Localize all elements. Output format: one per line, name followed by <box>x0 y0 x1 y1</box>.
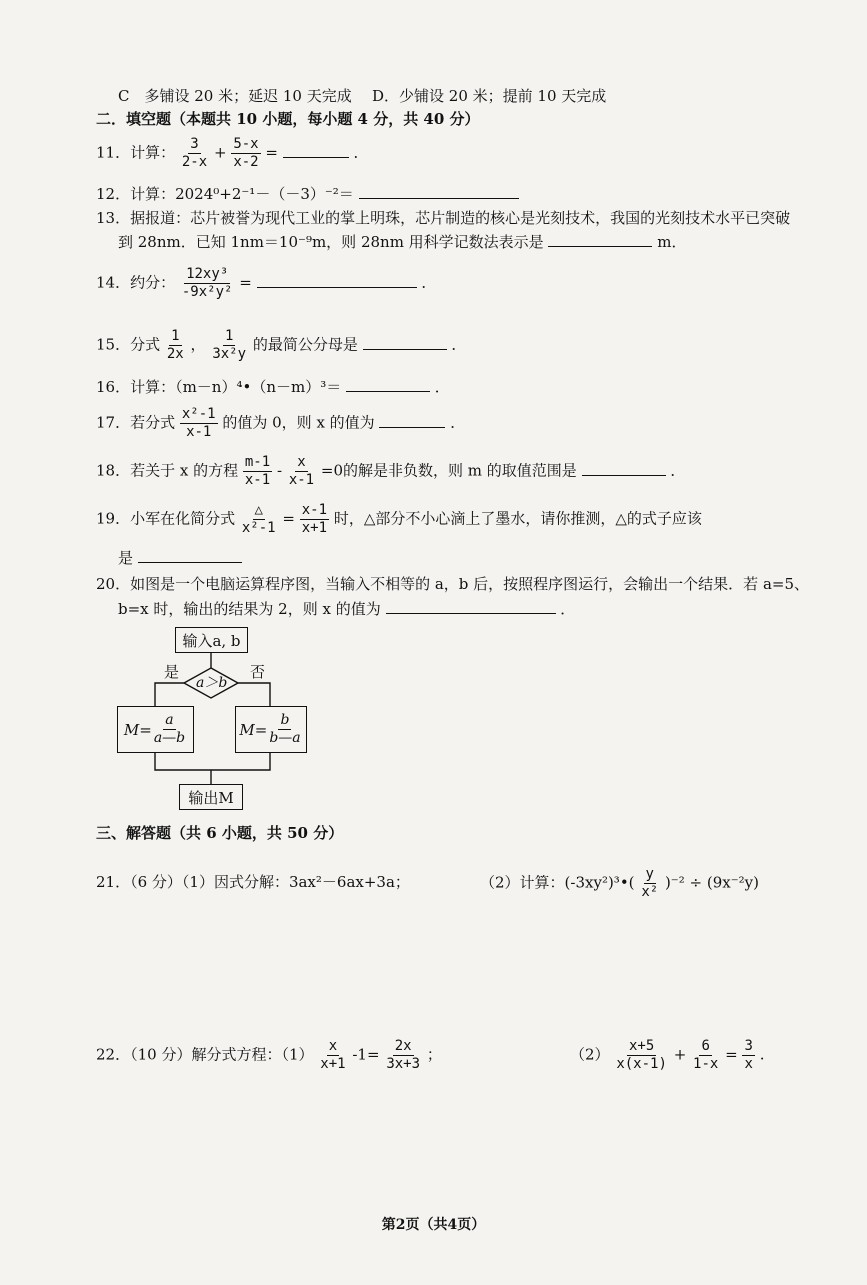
question-20: b=x 时，输出的结果为 2，则 x 的值为 ． <box>118 600 576 618</box>
question-12: 12．计算：2024⁰+2⁻¹－（－3）⁻²＝ <box>96 184 519 204</box>
flow-input-box: 输入a, b <box>175 627 248 653</box>
question-13: 到 28nm．已知 1nm＝10⁻⁹m，则 28nm 用科学记数法表示是 m． <box>118 233 687 251</box>
q21-part1: 21．（6 分）（1）因式分解：3ax²－6ax+3a； <box>96 873 410 891</box>
section3-title: 三、解答题（共 6 小题，共 50 分） <box>96 824 344 842</box>
q21-fraction: $\frac{y}{\text{x²}}$ <box>641 866 659 900</box>
flow-right-box: M= $\frac{b}{b—a}$ <box>235 706 307 753</box>
section2-title: 二．填空题（本题共 10 小题，每小题 4 分，共 40 分） <box>96 110 480 128</box>
q11-label: 11．计算： <box>96 143 176 162</box>
q19-fraction-1: △ x²-1 <box>241 502 276 536</box>
flow-condition: a＞b <box>196 675 228 691</box>
q22-p2-fraction-2: $\frac{6}{1-x}$ <box>693 1038 719 1072</box>
q11-fraction-1: $\frac{3}{2-x}$ <box>181 136 208 170</box>
q15-fraction-1: $\frac{1}{2x}$ <box>166 328 184 362</box>
question-14: 14．约分： $\frac{\text{12xy³}}{\text{-9x²y²}}$ = ． <box>96 266 437 300</box>
question-15: 15．分式 $\frac{1}{2x}$ ， $\frac{1}{\text{3x²y}}$ 的最简公分母是 ． <box>96 328 467 362</box>
q17-fraction: $\frac{\text{x²-1}}{x-1}$ <box>181 406 216 440</box>
question-16: 16．计算：（m－n）⁴•（n－m）³＝ ． <box>96 378 450 396</box>
q22-p2-fraction-1: $\frac{x+5}{x(x-1)}$ <box>616 1038 667 1072</box>
q22-p2-fraction-3: $\frac{3}{x}$ <box>744 1038 753 1072</box>
q14-fraction: $\frac{\text{12xy³}}{\text{-9x²y²}}$ <box>181 266 233 300</box>
q19-fraction-2: $\frac{x-1}{x+1}$ <box>301 502 328 536</box>
q22-part1: 22．（10 分）解分式方程：（1） $\frac{x}{x+1}$ -1= $\frac{2x}{3x+3}$ ； <box>96 1038 442 1072</box>
question-18: 18．若关于 x 的方程 $\frac{m-1}{x-1}$ - $\frac{x}{x-1}$ =0的解是非负数，则 m 的取值范围是 ． <box>96 454 686 488</box>
q22-p1-fraction-2: $\frac{2x}{3x+3}$ <box>386 1038 421 1072</box>
q18-fraction-2: $\frac{x}{x-1}$ <box>288 454 315 488</box>
q11-fraction-2: $\frac{5-x}{x-2}$ <box>233 136 259 170</box>
flow-left-box: M= $\frac{a}{a—b}$ <box>117 706 194 753</box>
q15-fraction-2: $\frac{1}{\text{3x²y}}$ <box>212 328 247 362</box>
q20-line-1: 20．如图是一个电脑运算程序图，当输入不相等的 a，b 后，按照程序图运行，会输出一个结果．若 a=5、 <box>96 575 809 593</box>
option-c: C 多铺设 20 米；延迟 10 天完成 <box>118 87 352 105</box>
question-11: 11．计算： $\frac{3}{2-x}$ + $\frac{5-x}{x-2}$ = ． <box>96 136 369 170</box>
flow-yes-label: 是 <box>164 663 180 681</box>
q21-part2: （2）计算：(-3xy²)³•( $\frac{y}{\text{x²}}$ )⁻² ÷ (9x⁻²y) <box>480 866 759 900</box>
question-17: 17．若分式 $\frac{\text{x²-1}}{x-1}$ 的值为 0，则 x 的值为 ． <box>96 406 466 440</box>
q19-line-2: 是 <box>118 548 242 568</box>
flow-output-box: 输出M <box>179 784 243 810</box>
q22-part2: （2） $\frac{x+5}{x(x-1)}$ + $\frac{6}{1-x}$ = $\frac{3}{x}$ . <box>570 1038 765 1072</box>
q18-fraction-1: $\frac{m-1}{x-1}$ <box>244 454 271 488</box>
question-19: 19．小军在化简分式 △ x²-1 = $\frac{x-1}{x+1}$ 时，△部分不小心滴上了墨水，请你推测，△的式子应该 <box>96 502 702 536</box>
option-d: D．少铺设 20 米；提前 10 天完成 <box>372 87 607 105</box>
q13-line-1: 13．据报道：芯片被誉为现代工业的掌上明珠，芯片制造的核心是光刻技术，我国的光刻技术水平已突破 <box>96 209 791 227</box>
flow-no-label: 否 <box>250 663 266 681</box>
page-footer: 第2页（共4页） <box>381 1217 486 1233</box>
q22-p1-fraction-1: $\frac{x}{x+1}$ <box>320 1038 346 1072</box>
